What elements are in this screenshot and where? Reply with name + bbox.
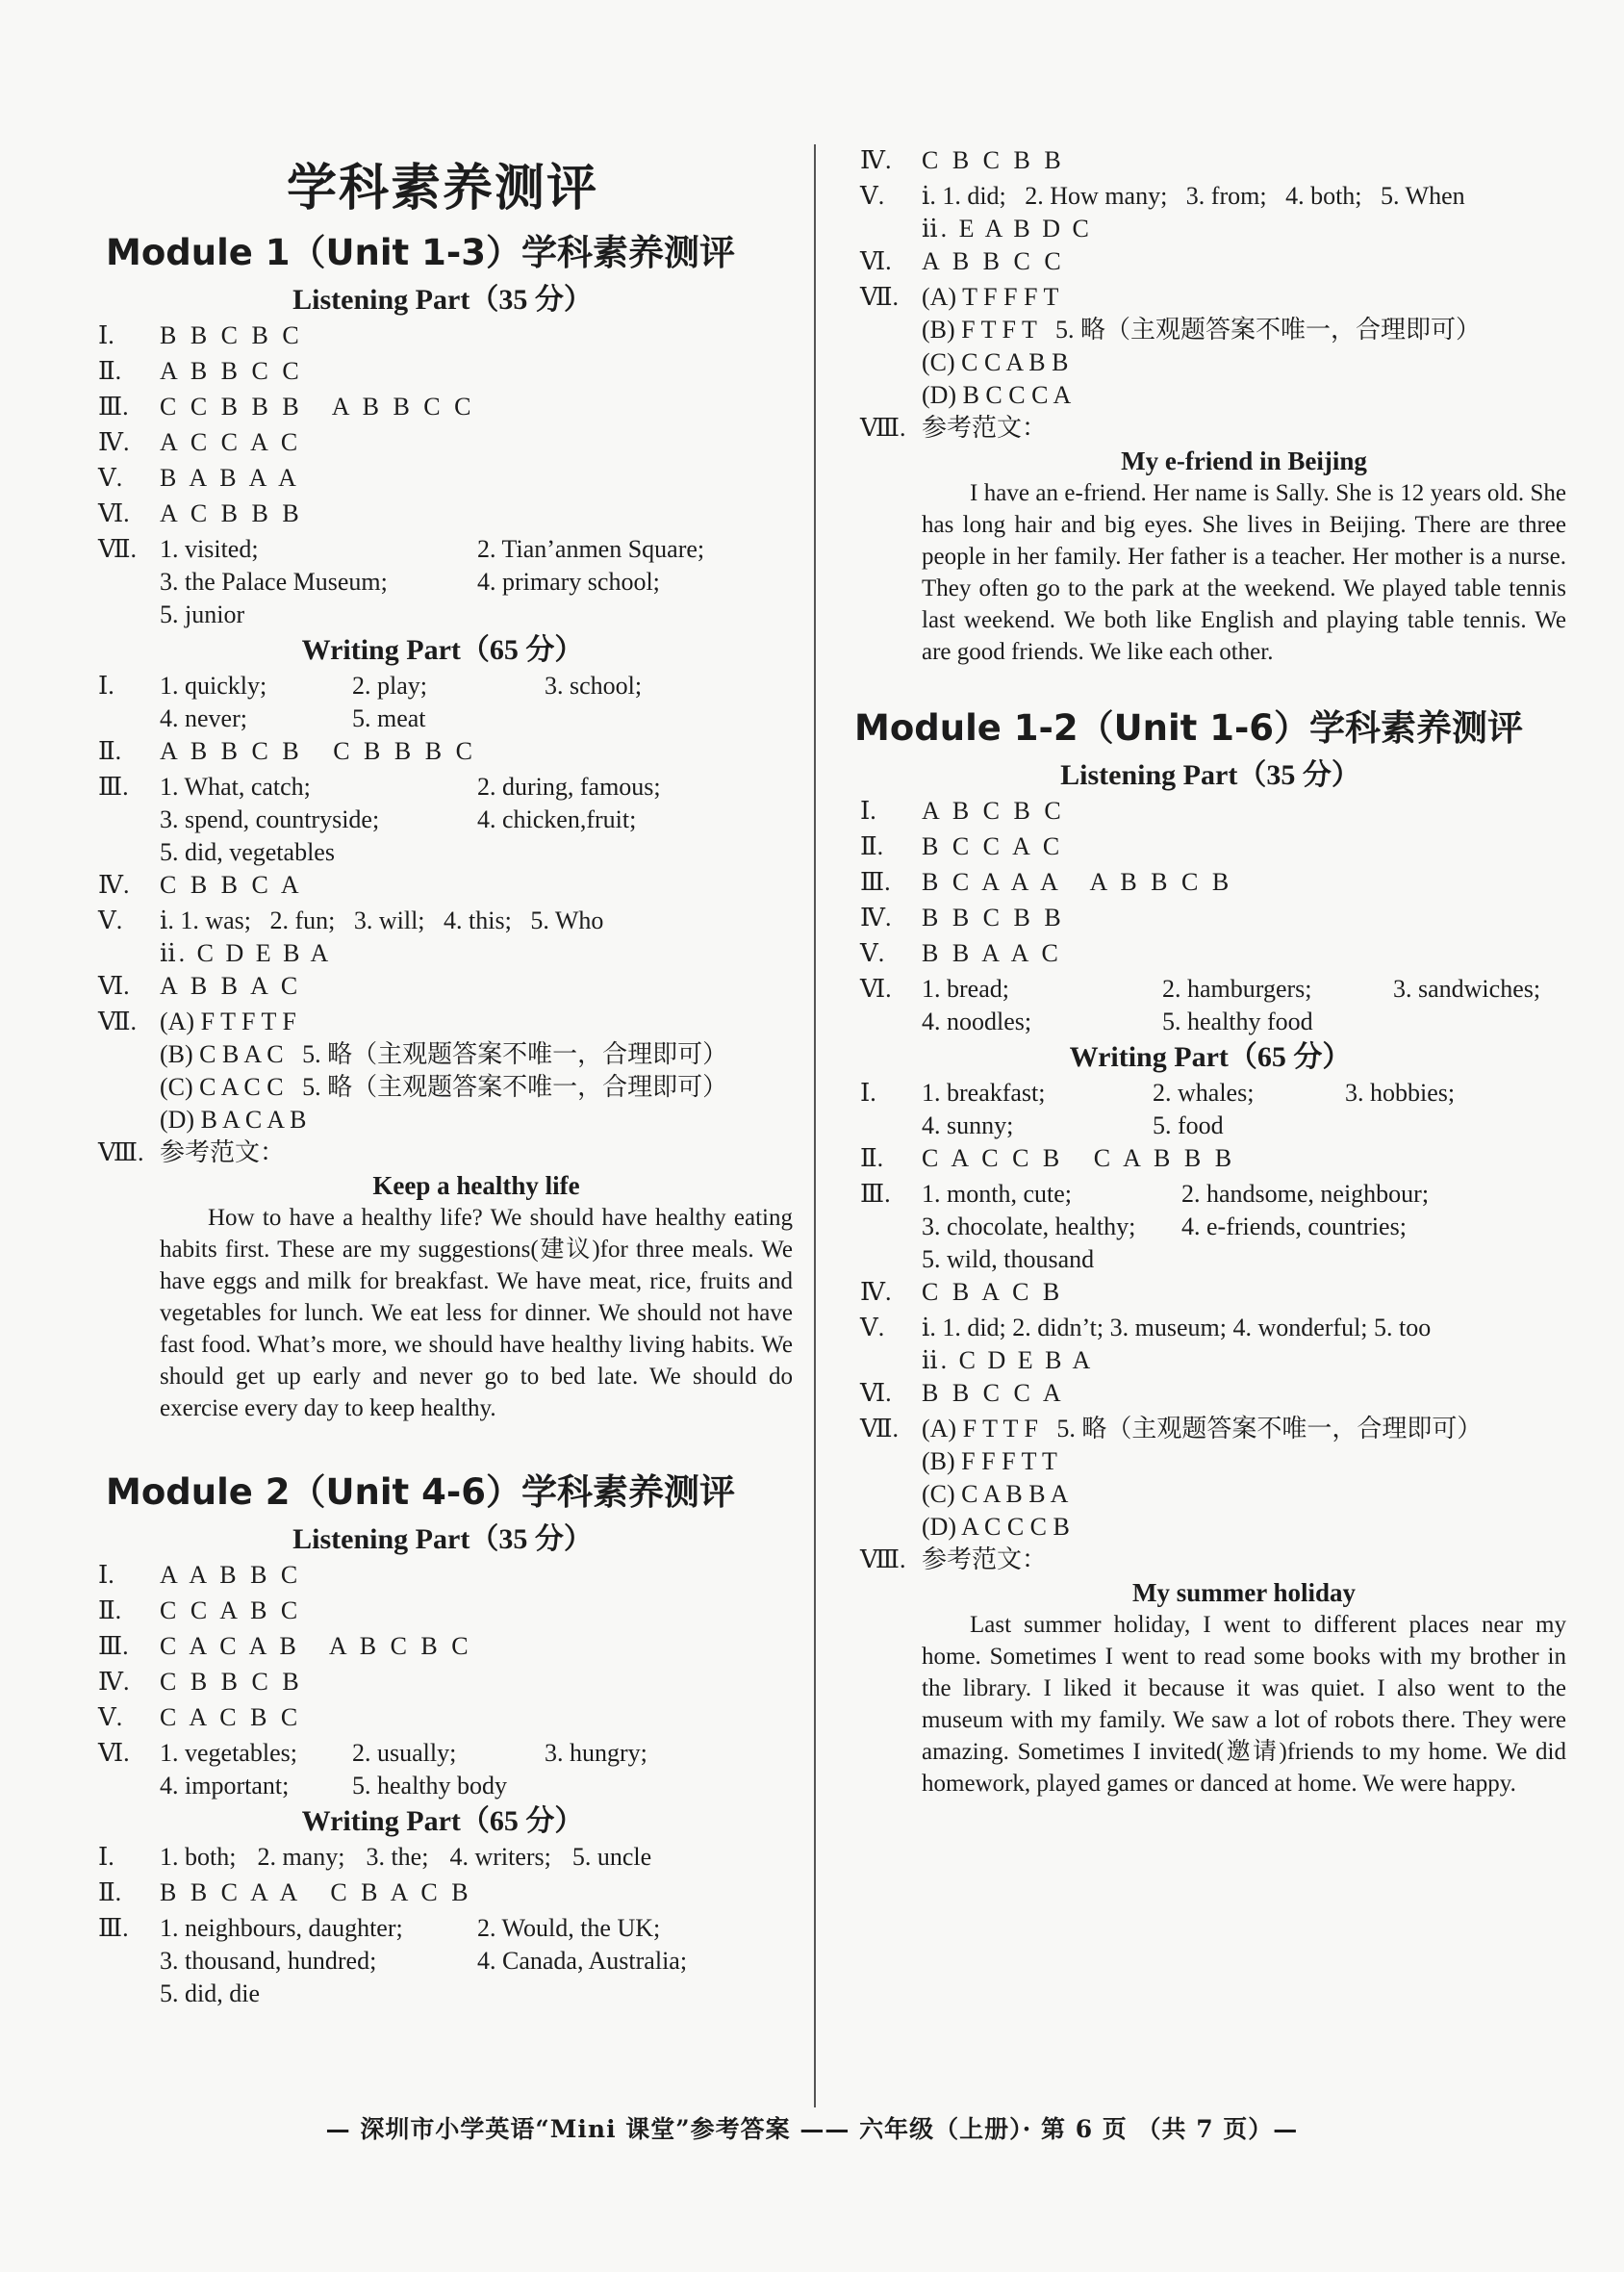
- answer: (C) C C A B B: [922, 348, 1069, 376]
- answer: B C A A A A B B C B: [922, 868, 1233, 896]
- answer: (B) F F F T T: [922, 1447, 1057, 1475]
- answer-row: [92, 1136, 793, 1424]
- answer: B B A A C: [922, 939, 1062, 967]
- answer-row: [854, 1377, 1566, 1413]
- page-footer: — 深圳市小学英语“Mini 课堂”参考答案 —— 六年级（上册）· 第 6 页 （共 7 页）—: [325, 2115, 1299, 2143]
- answer: B B C B C: [160, 321, 303, 349]
- answer: 5. food: [1153, 1111, 1224, 1139]
- essay-text: I have an e-friend. Her name is Sally. She is 12 years old. She has long hair and big eyes. She lives in Beijing. There are three people in her family. Her father is a teacher. Her mother is a nurse. They often go to the park at the weekend. We played table tennis last weekend. We both like English and playing table tennis. We are good friends. We like each other.: [922, 480, 1566, 665]
- answer: 3. chocolate, healthy;: [922, 1213, 1136, 1240]
- question-number: Ⅷ.: [860, 1545, 906, 1573]
- answer: B B C A A C B A C B: [160, 1878, 472, 1906]
- answer: 3. hungry;: [545, 1739, 647, 1767]
- answer: A C C A C: [160, 428, 302, 456]
- question-number: Ⅳ.: [860, 904, 892, 932]
- question-number: Ⅲ.: [98, 773, 129, 801]
- answer: 4. important;: [160, 1772, 290, 1800]
- answer: 1. quickly;: [160, 672, 267, 700]
- answer-row: [854, 1178, 1566, 1276]
- answer: (D) B A C A B: [160, 1106, 307, 1134]
- question-number: Ⅶ.: [98, 1008, 138, 1035]
- answer: (A) T F F F T: [922, 283, 1059, 311]
- answer-row: [854, 902, 1566, 937]
- question-number: Ⅵ.: [98, 499, 130, 527]
- answer: A A B B C: [160, 1561, 302, 1589]
- answer: B B C C A: [922, 1379, 1065, 1407]
- answer: (C) C A C C 5. 略（主观题答案不唯一，合理即可）: [160, 1073, 728, 1101]
- answer-row: [92, 1912, 793, 2010]
- module1-listening-title: Listening Part（35 分）: [292, 284, 593, 316]
- sample-essay-label: 参考范文：: [922, 1545, 1048, 1573]
- answer: 2. play;: [352, 672, 427, 700]
- answer: ⅱ. E A B D C: [922, 215, 1092, 243]
- answer: C A C B C: [160, 1703, 302, 1731]
- answer-row: [92, 533, 793, 631]
- answer: C A C A B A B C B C: [160, 1632, 472, 1660]
- question-number: Ⅳ.: [98, 1668, 130, 1696]
- answer: 2. hamburgers;: [1162, 975, 1312, 1003]
- answer: A B B A C: [160, 972, 302, 1000]
- answer: (B) C B A C 5. 略（主观题答案不唯一，合理即可）: [160, 1040, 728, 1068]
- answer: 5. did, die: [160, 1979, 260, 2007]
- answer: (D) B C C C A: [922, 381, 1072, 409]
- answer: 2. Would, the UK;: [477, 1914, 661, 1942]
- module12-listening-title: Listening Part（35 分）: [1060, 759, 1360, 791]
- answer-row: [92, 391, 793, 426]
- answer: 3. spend, countryside;: [160, 805, 380, 833]
- answer-row: [92, 426, 793, 462]
- answer: 3. school;: [545, 672, 643, 700]
- module2-title: Module 2（Unit 4-6）学科素养测评: [106, 1471, 735, 1513]
- answer: B A B A A: [160, 464, 300, 492]
- question-number: Ⅲ.: [98, 1632, 129, 1660]
- question-number: Ⅰ.: [98, 672, 114, 700]
- question-number: Ⅲ.: [98, 1914, 129, 1942]
- question-number: Ⅴ.: [860, 182, 885, 210]
- question-number: Ⅴ.: [98, 464, 123, 492]
- answer: ⅰ. 1. was; 2. fun; 3. will; 4. this; 5. Who: [160, 906, 604, 934]
- answer: A B B C C: [160, 357, 303, 385]
- module12-title: Module 1-2（Unit 1-6）学科素养测评: [854, 707, 1524, 749]
- essay-title: Keep a healthy life: [372, 1171, 580, 1200]
- question-number: Ⅴ.: [98, 906, 123, 934]
- answer-row: [854, 245, 1566, 281]
- answer: (A) F T F T F: [160, 1008, 296, 1035]
- answer: 2. handsome, neighbour;: [1181, 1180, 1430, 1208]
- answer-row: [854, 1544, 1566, 1800]
- answer: ⅰ. 1. did; 2. How many; 3. from; 4. both; 5. When: [922, 182, 1465, 210]
- answer-row: [92, 1841, 793, 1876]
- answer-row: [92, 1630, 793, 1666]
- question-number: Ⅶ.: [98, 535, 138, 563]
- question-number: Ⅷ.: [860, 414, 906, 442]
- module2-writing-title: Writing Part（65 分）: [301, 1805, 584, 1837]
- module1-writing-title: Writing Part（65 分）: [301, 634, 584, 666]
- answer: A B C B C: [922, 797, 1065, 825]
- answer: 3. thousand, hundred;: [160, 1947, 377, 1975]
- answer: C B A C B: [922, 1278, 1064, 1306]
- essay-text: Last summer holiday, I went to different places near my home. Sometimes I went to read some books with my brother in the library. I liked it because it was quiet. I also went to the museum with my family. We saw a lot of robots there. They were amazing. Sometimes I invited(邀请)friends to my home. We did homework, played games or danced at home. We were happy.: [922, 1612, 1566, 1797]
- sample-essay-label: 参考范文：: [922, 414, 1048, 442]
- answer: 2. usually;: [352, 1739, 457, 1767]
- question-number: Ⅲ.: [860, 1180, 891, 1208]
- answer-row: [92, 735, 793, 771]
- question-number: Ⅳ.: [98, 428, 130, 456]
- answer: 4. sunny;: [922, 1111, 1014, 1139]
- answer: 1. vegetables;: [160, 1739, 297, 1767]
- answer: C B B C A: [160, 871, 303, 899]
- answer-row: [92, 1595, 793, 1630]
- question-number: Ⅴ.: [98, 1703, 123, 1731]
- answer: C B B C B: [160, 1668, 303, 1696]
- answer: C C B B B A B B C C: [160, 393, 475, 421]
- question-number: Ⅳ.: [860, 146, 892, 174]
- answer-row: [854, 937, 1566, 973]
- answer: 1. bread;: [922, 975, 1009, 1003]
- question-number: Ⅰ.: [98, 1561, 114, 1589]
- question-number: Ⅱ.: [98, 1878, 122, 1906]
- answer-row: [92, 771, 793, 869]
- question-number: Ⅴ.: [860, 1314, 885, 1341]
- answer: C A C C B C A B B B: [922, 1144, 1236, 1172]
- answer: C B C B B: [922, 146, 1065, 174]
- answer-row: [92, 1737, 793, 1802]
- question-number: Ⅵ.: [98, 972, 130, 1000]
- question-number: Ⅰ.: [860, 797, 876, 825]
- answer-row: [92, 319, 793, 355]
- answer: 4. chicken,fruit;: [477, 805, 637, 833]
- answer-row: [854, 1312, 1566, 1377]
- answer: (A) F T T F 5. 略（主观题答案不唯一，合理即可）: [922, 1415, 1483, 1442]
- answer: A B B C B C B B B C: [160, 737, 476, 765]
- answer: 5. wild, thousand: [922, 1245, 1095, 1273]
- answer-row: [92, 462, 793, 498]
- answer: 3. the;: [366, 1843, 429, 1871]
- answer-row: [92, 355, 793, 391]
- question-number: Ⅴ.: [860, 939, 885, 967]
- answer: A B B C C: [922, 247, 1065, 275]
- answer-row: [92, 905, 793, 970]
- essay-title: My e-friend in Beijing: [1121, 447, 1367, 475]
- question-number: Ⅰ.: [860, 1079, 876, 1107]
- answer-row: [854, 144, 1566, 180]
- answer: 5. healthy food: [1162, 1008, 1313, 1035]
- answer-row: [854, 412, 1566, 668]
- answer: ⅰ. 1. did; 2. didn’t; 3. museum; 4. wonderful; 5. too: [922, 1314, 1432, 1341]
- question-number: Ⅰ.: [98, 1843, 114, 1871]
- answer-row: [854, 973, 1566, 1038]
- question-number: Ⅱ.: [860, 1144, 884, 1172]
- answer: 5. uncle: [571, 1843, 652, 1871]
- answer: (B) F T F T 5. 略（主观题答案不唯一，合理即可）: [922, 316, 1481, 344]
- right-column: [854, 144, 1566, 1800]
- answer: (D) A C C C B: [922, 1513, 1070, 1541]
- question-number: Ⅳ.: [98, 871, 130, 899]
- left-column: [92, 137, 793, 2010]
- answer-row: [92, 1876, 793, 1912]
- answer: 1. breakfast;: [922, 1079, 1046, 1107]
- answer-row: [92, 970, 793, 1006]
- answer: 2. whales;: [1153, 1079, 1255, 1107]
- answer-row: [854, 1413, 1566, 1544]
- answer: 2. during, famous;: [477, 773, 661, 801]
- question-number: Ⅵ.: [860, 975, 892, 1003]
- answer: (C) C A B B A: [922, 1480, 1069, 1508]
- answer: B B C B B: [922, 904, 1065, 932]
- question-number: Ⅵ.: [98, 1739, 130, 1767]
- answer-row: [92, 869, 793, 905]
- answer-row: [92, 1701, 793, 1737]
- answer-row: [92, 1559, 793, 1595]
- question-number: Ⅶ.: [860, 283, 900, 311]
- essay-text: How to have a healthy life? We should have healthy eating habits first. These are my suggestions(建议)for three meals. We have eggs and milk for breakfast. We have meat, rice, fruits and vegetables for lunch. We eat less for dinner. We should not have fast food. What’s more, we should have healthy living habits. We should get up early and never go to bed late. We should do exercise every day to keep healthy.: [160, 1205, 793, 1421]
- answer: 3. hobbies;: [1345, 1079, 1456, 1107]
- answer-row: [854, 795, 1566, 830]
- question-number: Ⅵ.: [860, 247, 892, 275]
- answer: 1. What, catch;: [160, 773, 311, 801]
- question-number: Ⅲ.: [98, 393, 129, 421]
- question-number: Ⅰ.: [98, 321, 114, 349]
- page-title: 学科素养测评: [286, 160, 598, 217]
- answer-row: [854, 180, 1566, 245]
- answer-row: [92, 498, 793, 533]
- answer: 5. healthy body: [352, 1772, 508, 1800]
- question-number: Ⅳ.: [860, 1278, 892, 1306]
- answer: 5. did, vegetables: [160, 838, 335, 866]
- answer-row: [854, 1077, 1566, 1142]
- answer: 1. neighbours, daughter;: [160, 1914, 403, 1942]
- answer-row: [854, 281, 1566, 412]
- answer: 4. e-friends, countries;: [1181, 1213, 1407, 1240]
- answer: 1. both;: [160, 1843, 237, 1871]
- question-number: Ⅱ.: [98, 357, 122, 385]
- answer: 5. meat: [352, 704, 426, 732]
- answer: 3. the Palace Museum;: [160, 568, 388, 596]
- answer: 4. Canada, Australia;: [477, 1947, 688, 1975]
- answer-row: [92, 670, 793, 735]
- answer: 4. noodles;: [922, 1008, 1032, 1035]
- answer: B C C A C: [922, 832, 1064, 860]
- question-number: Ⅱ.: [98, 1596, 122, 1624]
- question-number: Ⅱ.: [98, 737, 122, 765]
- answer: C C A B C: [160, 1596, 302, 1624]
- answer: 3. sandwiches;: [1393, 975, 1541, 1003]
- answer: 4. writers;: [449, 1843, 551, 1871]
- module2-listening-title: Listening Part（35 分）: [292, 1523, 593, 1555]
- answer: 1. visited;: [160, 535, 259, 563]
- answer: 4. primary school;: [477, 568, 660, 596]
- answer-row: [854, 1276, 1566, 1312]
- answer: 2. Tian’anmen Square;: [477, 535, 705, 563]
- question-number: Ⅲ.: [860, 868, 891, 896]
- answer-row: [854, 1142, 1566, 1178]
- sample-essay-label: 参考范文：: [160, 1138, 286, 1166]
- answer: 1. month, cute;: [922, 1180, 1072, 1208]
- answer: ⅱ. C D E B A: [922, 1346, 1094, 1374]
- answer-row: [92, 1666, 793, 1701]
- answer-row: [854, 830, 1566, 866]
- answer-row: [92, 1006, 793, 1136]
- module1-title: Module 1（Unit 1-3）学科素养测评: [106, 232, 735, 273]
- question-number: Ⅱ.: [860, 832, 884, 860]
- question-number: Ⅷ.: [98, 1138, 144, 1166]
- question-number: Ⅵ.: [860, 1379, 892, 1407]
- question-number: Ⅶ.: [860, 1415, 900, 1442]
- module12-writing-title: Writing Part（65 分）: [1069, 1041, 1352, 1073]
- answer-row: [854, 866, 1566, 902]
- answer: 4. never;: [160, 704, 247, 732]
- answer: A C B B B: [160, 499, 303, 527]
- answer: 2. many;: [257, 1843, 345, 1871]
- answer: ⅱ. C D E B A: [160, 939, 332, 967]
- answer: 5. junior: [160, 600, 245, 628]
- essay-title: My summer holiday: [1131, 1578, 1356, 1607]
- column-divider: [814, 144, 816, 2107]
